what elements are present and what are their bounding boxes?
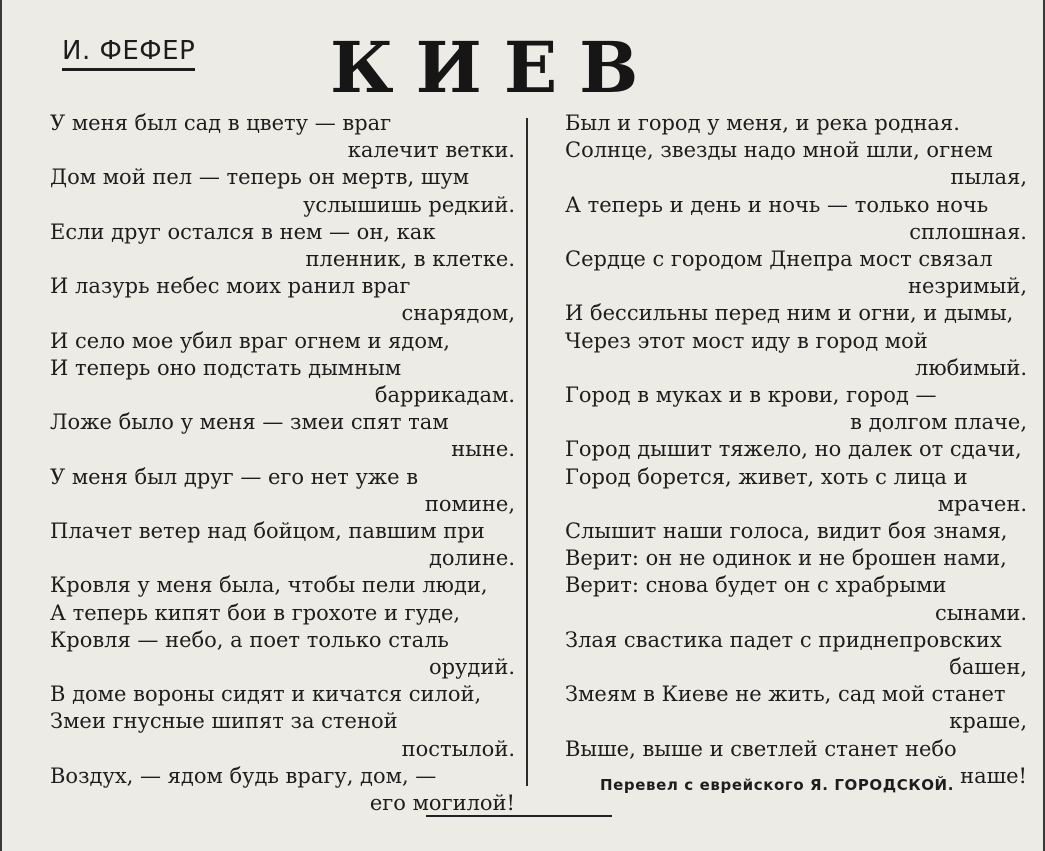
verse-line: [565, 300, 1027, 327]
verse-line: [50, 273, 515, 327]
right-column: [565, 110, 1027, 790]
verse-line-text: Город в муках и в крови, город —: [565, 383, 937, 408]
verse-line: [50, 627, 515, 681]
verse-line-text: И лазурь небес моих ранил враг: [50, 274, 411, 299]
column-divider: [526, 118, 528, 786]
verse-line-text: Сердце с городом Днепра мост связал: [565, 247, 993, 272]
verse-line: [50, 572, 515, 599]
verse-line-continuation: его могилой!: [369, 791, 515, 816]
verse-line-continuation: башен,: [949, 655, 1027, 680]
verse-line-continuation: калечит ветки.: [347, 138, 515, 163]
verse-line-text: Выше, выше и светлей станет небо: [565, 736, 957, 761]
poem-title: КИЕВ: [330, 26, 661, 109]
verse-line-continuation: краше,: [949, 709, 1027, 734]
translator-credit: Перевел с еврейского Я. ГОРОДСКОЙ.: [600, 776, 955, 794]
verse-line: [565, 110, 1027, 137]
verse-line-continuation: услышишь редкий.: [303, 192, 515, 217]
verse-line: [565, 545, 1027, 572]
verse-line-text: Город борется, живет, хоть с лица и: [565, 464, 968, 489]
verse-line-continuation: снарядом,: [401, 301, 515, 326]
verse-line-continuation: долине.: [428, 546, 515, 571]
verse-line-continuation: ныне.: [451, 437, 515, 462]
verse-line-continuation: помине,: [424, 491, 515, 516]
verse-line-continuation: незримый,: [907, 274, 1027, 299]
verse-line-text: Кровля у меня была, чтобы пели люди,: [50, 573, 488, 598]
verse-line: [565, 627, 1027, 681]
verse-line-continuation: любимый.: [915, 355, 1027, 380]
verse-line: [565, 464, 1027, 518]
verse-line-text: Был и город у меня, и река родная.: [565, 111, 960, 135]
verse-line: [50, 681, 515, 708]
verse-line-continuation: пленник, в клетке.: [305, 247, 515, 272]
verse-line-text: Злая свастика падет с приднепровских: [565, 627, 1002, 652]
verse-line: [50, 464, 515, 518]
verse-line: [50, 708, 515, 762]
verse-line-text: Плачет ветер над бойцом, павшим при: [50, 519, 485, 544]
verse-line-continuation: сплошная.: [909, 219, 1027, 244]
verse-line-text: Верит: он не одинок и не брошен нами,: [565, 546, 1007, 571]
verse-line-continuation: наше!: [960, 763, 1027, 788]
verse-line: [50, 518, 515, 572]
verse-line-text: Через этот мост иду в город мой: [565, 328, 928, 353]
verse-line: [565, 192, 1027, 246]
verse-line: [50, 164, 515, 218]
verse-line-continuation: баррикадам.: [374, 383, 515, 408]
end-rule: [426, 815, 612, 817]
verse-line: [565, 137, 1027, 191]
author-name: И. ФЕФЕР: [62, 36, 195, 71]
verse-line: [50, 409, 515, 463]
verse-line-continuation: постылой.: [401, 736, 515, 761]
verse-line-text: Воздух, — ядом будь врагу, дом, —: [50, 763, 437, 788]
verse-line-text: И село мое убил враг огнем и ядом,: [50, 328, 450, 353]
verse-line: [565, 246, 1027, 300]
verse-line-text: У меня был друг — его нет уже в: [50, 464, 419, 489]
verse-line-text: И теперь оно подстать дымным: [50, 355, 402, 380]
verse-line: [565, 328, 1027, 382]
verse-line-text: Змеи гнусные шипят за стеной: [50, 709, 398, 734]
verse-line-text: У меня был сад в цвету — враг: [50, 111, 392, 135]
verse-line: [50, 600, 515, 627]
verse-line-text: Город дышит тяжело, но далек от сдачи,: [565, 437, 1022, 462]
verse-line-text: Ложе было у меня — змеи спят там: [50, 410, 449, 435]
verse-line-text: Солнце, звезды надо мной шли, огнем: [565, 138, 993, 163]
verse-line-text: Если друг остался в нем — он, как: [50, 219, 436, 244]
verse-line-text: Кровля — небо, а поет только сталь: [50, 627, 449, 652]
verse-line-continuation: мрачен.: [937, 491, 1027, 516]
verse-line-text: А теперь кипят бои в грохоте и гуде,: [50, 600, 461, 625]
verse-line: [50, 219, 515, 273]
verse-line-text: Верит: снова будет он с храбрыми: [565, 573, 947, 598]
verse-line: [565, 382, 1027, 436]
left-column: [50, 110, 515, 817]
verse-line-text: Слышит наши голоса, видит боя знамя,: [565, 519, 1008, 544]
verse-line-text: Дом мой пел — теперь он мертв, шум: [50, 165, 470, 190]
verse-line-text: И бессильны перед ним и огни, и дымы,: [565, 301, 1014, 326]
verse-line-text: А теперь и день и ночь — только ночь: [565, 192, 989, 217]
verse-line: [565, 681, 1027, 735]
verse-line: [565, 572, 1027, 626]
verse-line-continuation: сынами.: [935, 600, 1027, 625]
verse-line: [50, 763, 515, 817]
verse-line-continuation: орудий.: [428, 655, 515, 680]
verse-line-text: В доме вороны сидят и кичатся силой,: [50, 682, 482, 707]
verse-line: [50, 328, 515, 355]
verse-line: [565, 518, 1027, 545]
verse-line-continuation: в долгом плаче,: [850, 410, 1027, 435]
verse-line-continuation: пылая,: [950, 165, 1027, 190]
verse-line: [565, 436, 1027, 463]
verse-line: [50, 110, 515, 164]
verse-line: [50, 355, 515, 409]
verse-line-text: Змеям в Киеве не жить, сад мой станет: [565, 682, 1006, 707]
